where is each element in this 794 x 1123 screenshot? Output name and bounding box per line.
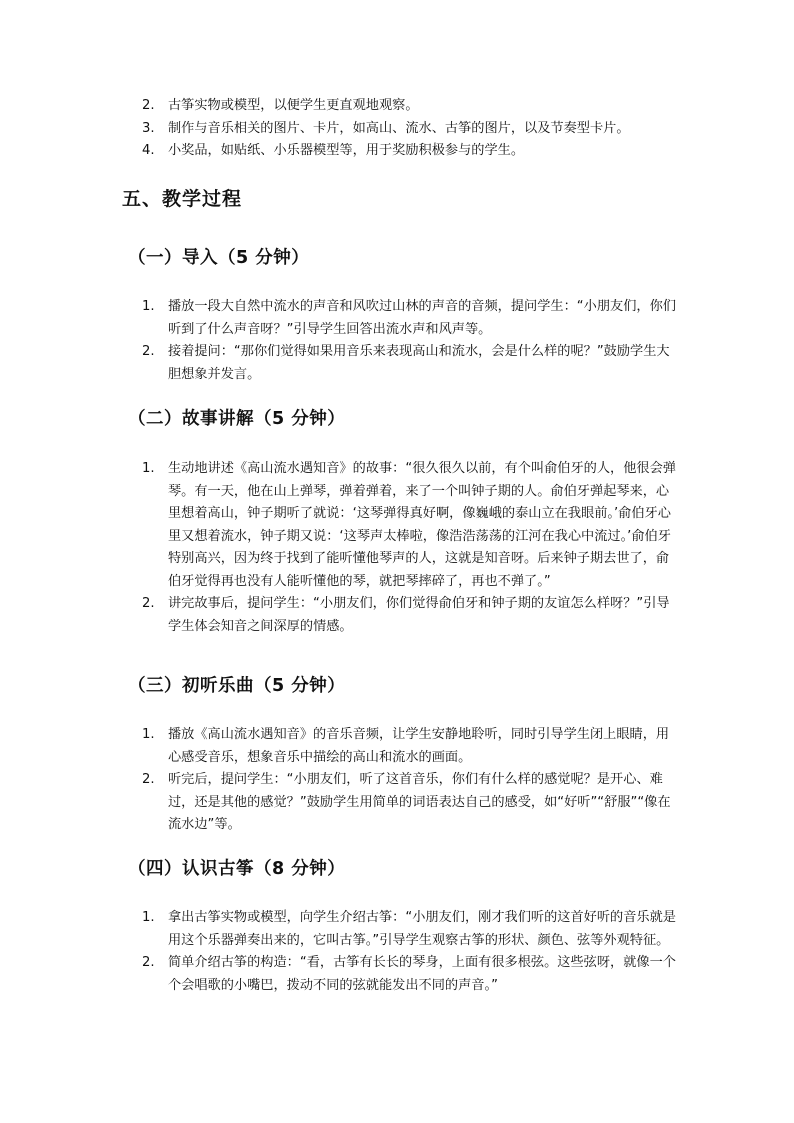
list-item [142,952,682,997]
list-number: 1. [142,910,155,925]
list-number: 2. [142,596,155,611]
step-title: （一）导入（5 分钟） [128,248,310,268]
step-list [142,458,682,638]
list-item [142,95,682,118]
list-text: 制作与音乐相关的图片、卡片，如高山、流水、古筝的图片，以及节奏型卡片。 [168,120,630,136]
list-number: 1. [142,727,155,742]
step-title: （二）故事讲解（5 分钟） [128,409,346,429]
list-number: 1. [142,299,155,314]
list-text: 播放一段大自然中流水的声音和风吹过山林的声音的音频，提问学生：“小朋友们，你们听到了什么声音呀？”引导学生回答出流水声和风声等。 [168,299,676,337]
list-item [142,907,682,952]
list-text: 古筝实物或模型，以便学生更直观地观察。 [168,98,419,113]
list-text: 播放《高山流水遇知音》的音乐音频，让学生安静地聆听，同时引导学生闭上眼睛，用心感受音乐，想象音乐中描绘的高山和流水的画面。 [168,727,670,765]
list-text: 接着提问：“那你们觉得如果用音乐来表现高山和流水，会是什么样的呢？”鼓励学生大胆想象并发言。 [168,344,670,382]
materials-list [142,95,682,163]
list-text: 生动地讲述《高山流水遇知音》的故事：“很久很久以前，有个叫俞伯牙的人，他很会弹琴。有一天，他在山上弹琴，弹着弹着，来了一个叫钟子期的人。俞伯牙弹起琴来，心里想着高山，钟子期听了就说：‘这琴弹得真好啊，像巍峨的泰山立在我眼前。’俞伯牙心里又想着流水，钟子期又说：‘这琴声太棒啦，像浩浩荡荡的江河在我心中流过。’俞伯牙特别高兴，因为终于找到了能听懂他琴声的人，这就是知音呀。后来钟子期去世了，俞伯牙觉得再也没有人能听懂他的琴，就把琴摔碎了，再也不弹了。” [168,461,676,589]
list-number: 4. [142,143,155,158]
list-item [142,118,682,141]
step-list [142,907,682,997]
list-item [142,769,682,837]
list-text: 小奖品，如贴纸、小乐器模型等，用于奖励积极参与的学生。 [168,143,525,158]
list-item [142,140,682,163]
list-number: 2. [142,772,155,787]
list-item [142,296,682,341]
step-title: （三）初听乐曲（5 分钟） [128,676,346,696]
list-number: 2. [142,344,155,359]
list-text: 听完后，提问学生：“小朋友们，听了这首音乐，你们有什么样的感觉呢？是开心、难过，还是其他的感觉？”鼓励学生用简单的词语表达自己的感受，如“好听”“舒服”“像在流水边”等。 [168,772,671,832]
step-list [142,296,682,386]
step-list [142,724,682,837]
list-text: 简单介绍古筝的构造：“看，古筝有长长的琴身，上面有很多根弦。这些弦呀，就像一个个会唱歌的小嘴巴，拨动不同的弦就能发出不同的声音。” [168,955,676,993]
step-title: （四）认识古筝（8 分钟） [128,859,346,879]
list-number: 2. [142,98,155,113]
list-number: 3. [142,120,155,136]
list-item [142,724,682,769]
section-title: 五、教学过程 [122,188,243,210]
list-item [142,593,682,638]
list-number: 2. [142,955,155,970]
list-item [142,341,682,386]
list-number: 1. [142,461,155,476]
list-text: 拿出古筝实物或模型，向学生介绍古筝：“小朋友们，刚才我们听的这首好听的音乐就是用这个乐器弹奏出来的，它叫古筝。”引导学生观察古筝的形状、颜色、弦等外观特征。 [168,910,676,948]
list-text: 讲完故事后，提问学生：“小朋友们，你们觉得俞伯牙和钟子期的友谊怎么样呀？”引导学生体会知音之间深厚的情感。 [168,596,670,634]
list-item [142,458,682,593]
